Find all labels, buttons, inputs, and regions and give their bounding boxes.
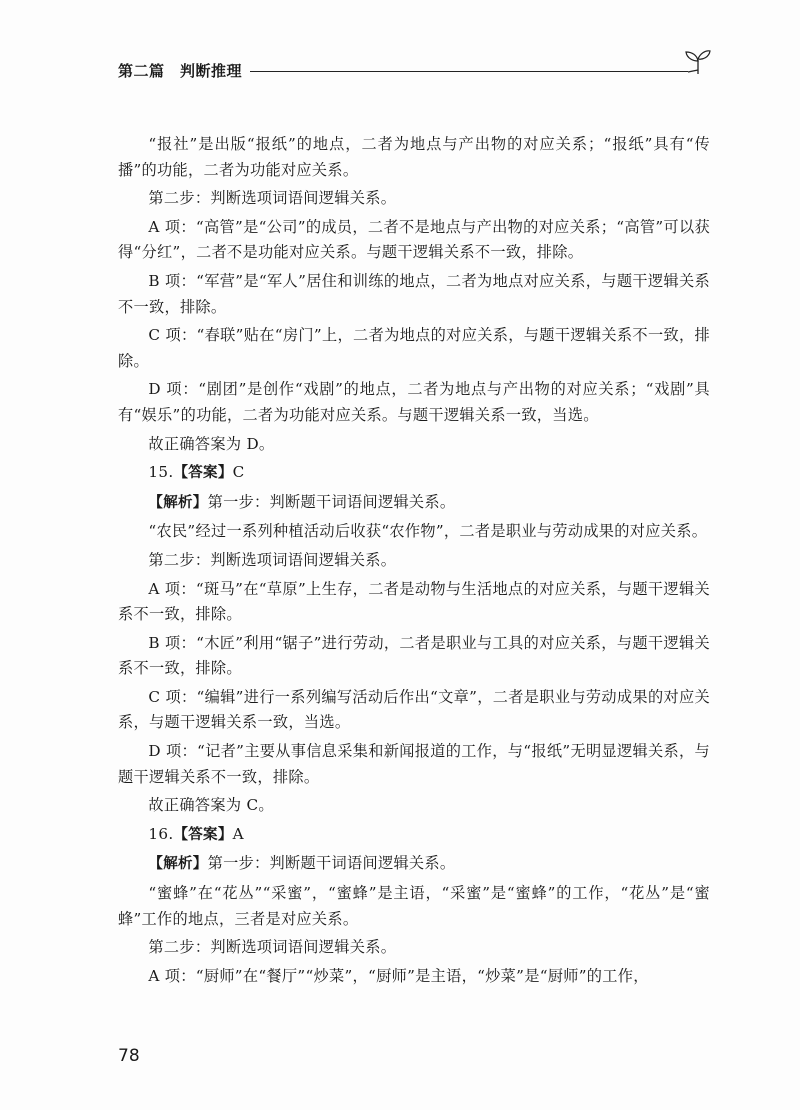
analysis-label: 【解析】 xyxy=(148,856,208,873)
paragraph: 故正确答案为 C。 xyxy=(148,796,274,815)
answer-value: A xyxy=(232,824,244,843)
analysis-line: 【解析】第一步：判断题干词语间逻辑关系。 xyxy=(148,492,456,511)
document-body xyxy=(118,132,710,989)
answer-label: 【答案】 xyxy=(173,465,233,482)
paragraph: “农民”经过一系列种植活动后收获“农作物”，二者是职业与劳动成果的对应关系。 xyxy=(148,522,708,541)
paragraph: “蜜蜂”在“花丛”“采蜜”，“蜜蜂”是主语，“采蜜”是“蜜蜂”的工作，“花丛”是“蜜蜂”工作的地点，三者是对应关系。 xyxy=(118,884,710,928)
paragraph: C 项：“编辑”进行一系列编写活动后作出“文章”，二者是职业与劳动成果的对应关系，与题干逻辑关系一致，当选。 xyxy=(118,687,710,732)
page-number: 78 xyxy=(118,1046,140,1066)
paragraph: “报社”是出版“报纸”的地点，二者为地点与产出物的对应关系；“报纸”具有“传播”的功能，二者为功能对应关系。 xyxy=(118,135,710,179)
analysis-line: 【解析】第一步：判断题干词语间逻辑关系。 xyxy=(148,854,456,873)
analysis-label: 【解析】 xyxy=(148,494,208,511)
header-rule xyxy=(250,71,688,72)
answer-line xyxy=(118,822,710,849)
paragraph: C 项：“春联”贴在“房门”上，二者为地点的对应关系，与题干逻辑关系不一致，排除。 xyxy=(118,326,710,370)
paragraph: 故正确答案为 D。 xyxy=(148,434,275,453)
paragraph: A 项：“斑马”在“草原”上生存，二者是动物与生活地点的对应关系，与题干逻辑关系不一致，排除。 xyxy=(118,579,710,624)
paragraph: A 项：“厨师”在“餐厅”“炒菜”，“厨师”是主语，“炒菜”是“厨师”的工作， xyxy=(148,966,649,985)
chapter-title: 第二篇 判断推理 xyxy=(118,62,243,80)
page-header xyxy=(118,60,708,86)
question-number: 15. xyxy=(148,463,174,482)
paragraph: D 项：“剧团”是创作“戏剧”的地点，二者为地点与产出物的对应关系；“戏剧”具有“娱乐”的功能，二者为功能对应关系。与题干逻辑关系一致，当选。 xyxy=(118,380,710,424)
answer-value: C xyxy=(232,463,245,482)
paragraph: A 项：“高管”是“公司”的成员，二者不是地点与产出物的对应关系；“高管”可以获得“分红”，二者不是功能对应关系。与题干逻辑关系不一致，排除。 xyxy=(118,217,710,262)
paragraph: 第二步：判断选项词语间逻辑关系。 xyxy=(148,550,397,569)
paragraph: B 项：“军营”是“军人”居住和训练的地点，二者为地点对应关系，与题干逻辑关系不一致，排除。 xyxy=(118,271,710,316)
question-number: 16. xyxy=(148,824,174,843)
paragraph: 第二步：判断选项词语间逻辑关系。 xyxy=(148,189,397,208)
answer-line xyxy=(118,460,710,487)
paragraph: D 项：“记者”主要从事信息采集和新闻报道的工作，与“报纸”无明显逻辑关系，与题干逻辑关系不一致，排除。 xyxy=(118,742,710,786)
paragraph: 第二步：判断选项词语间逻辑关系。 xyxy=(148,938,397,957)
sprout-icon xyxy=(684,46,712,76)
paragraph: B 项：“木匠”利用“锯子”进行劳动，二者是职业与工具的对应关系，与题干逻辑关系不一致，排除。 xyxy=(118,633,710,678)
answer-label: 【答案】 xyxy=(173,826,233,843)
